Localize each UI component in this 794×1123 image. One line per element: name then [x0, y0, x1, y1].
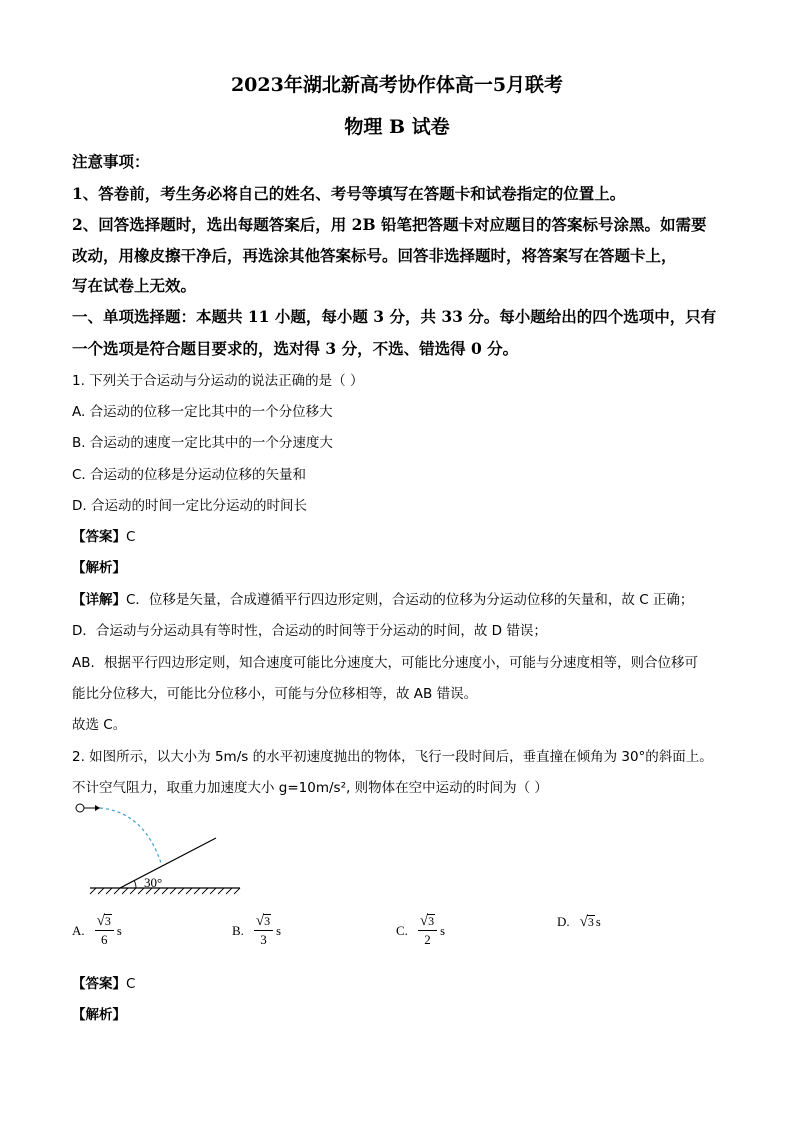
- unit: s: [276, 923, 282, 938]
- option-letter: D.: [557, 914, 570, 929]
- q2-analysis-tag: 【解析】: [72, 1007, 126, 1023]
- q2-option-b: [232, 914, 281, 948]
- q1-detail-line-2: D．合运动与分运动具有等时性，合运动的时间等于分运动的时间，故 D 错误；: [72, 623, 547, 639]
- projectile-ball: [76, 804, 84, 812]
- sqrt-icon: √: [419, 913, 429, 929]
- fraction: [418, 914, 437, 948]
- notice-item-2-line-3: 写在试卷上无效。: [72, 276, 197, 295]
- q1-stem: 1. 下列关于合运动与分运动的说法正确的是（ ）: [72, 373, 364, 389]
- unit: s: [595, 914, 601, 929]
- q1-answer: [72, 525, 135, 545]
- q1-option-a: A. 合运动的位移一定比其中的一个分位移大: [72, 404, 333, 420]
- q2-option-d: [557, 914, 601, 930]
- denominator: 6: [101, 932, 108, 947]
- sqrt-icon: √: [579, 913, 588, 930]
- exam-title: 2023年湖北新高考协作体高一5月联考: [230, 74, 564, 96]
- q1-detail-line-1: [72, 588, 693, 608]
- q2-option-c: [396, 914, 445, 948]
- unit: s: [116, 923, 122, 938]
- answer-tag: 【答案】: [72, 976, 126, 992]
- q1-option-c: C. 合运动的位移是分运动位移的矢量和: [72, 467, 307, 483]
- q2-option-a: [72, 914, 122, 948]
- square-root: [580, 915, 595, 930]
- denominator: 3: [260, 932, 267, 947]
- q1-detail-line-4: 能比分位移大，可能比分位移小，可能与分位移相等，故 AB 错误。: [72, 686, 478, 702]
- option-letter: A.: [72, 923, 85, 938]
- section-1-line-1: 一、单项选择题：本题共 11 小题，每小题 3 分，共 33 分。每小题给出的四个选项中，只有: [72, 307, 717, 326]
- notice-heading: 注意事项：: [72, 152, 150, 171]
- fraction: [95, 914, 114, 948]
- notice-item-1: 1、答卷前，考生务必将自己的姓名、考号等填写在答题卡和试卷指定的位置上。: [72, 184, 626, 203]
- trajectory-path: [100, 808, 162, 866]
- velocity-arrow-icon: [95, 805, 100, 811]
- answer-value: C: [126, 529, 136, 545]
- radicand: 3: [587, 914, 594, 929]
- radicand: 3: [428, 914, 435, 928]
- sqrt-icon: √: [96, 913, 105, 929]
- exam-subtitle: 物理 B 试卷: [344, 116, 450, 138]
- answer-tag: 【答案】: [72, 529, 126, 545]
- unit: s: [440, 923, 446, 938]
- incline-projectile-figure: [70, 798, 250, 902]
- radicand: 3: [264, 914, 271, 928]
- q2-stem-line-1: 2. 如图所示，以大小为 5m/s 的水平初速度抛出的物体，飞行一段时间后，垂直撞在倾角为 30°的斜面上。: [72, 749, 713, 765]
- q1-detail-line-3: AB．根据平行四边形定则，知合速度可能比分速度大，可能比分速度小，可能与分速度相等，则合位移可: [72, 655, 698, 671]
- detail-tag: 【详解】: [72, 592, 126, 608]
- notice-item-2-line-1: 2、回答选择题时，选出每题答案后，用 2B 铅笔把答题卡对应题目的答案标号涂黑。如需要: [72, 215, 707, 234]
- angle-arc: [134, 881, 136, 888]
- ground-hatching: [90, 888, 240, 894]
- q1-conclusion: 故选 C。: [72, 717, 127, 733]
- angle-label: 30°: [144, 875, 163, 890]
- detail-text: C．位移是矢量，合成遵循平行四边形定则，合运动的位移为分运动位移的矢量和，故 C 正确；: [126, 592, 694, 608]
- q2-stem-line-2: 不计空气阻力，取重力加速度大小 g=10m/s², 则物体在空中运动的时间为（ ）: [72, 780, 548, 796]
- notice-item-2-line-2: 改动，用橡皮擦干净后，再选涂其他答案标号。回答非选择题时，将答案写在答题卡上，: [72, 246, 677, 265]
- section-1-line-2: 一个选项是符合题目要求的，选对得 3 分，不选、错选得 0 分。: [72, 339, 519, 358]
- denominator: 2: [424, 932, 431, 947]
- option-letter: C.: [396, 923, 408, 938]
- option-letter: B.: [232, 923, 244, 938]
- radicand: 3: [104, 914, 111, 928]
- q1-option-d: D. 合运动的时间一定比分运动的时间长: [72, 498, 307, 514]
- fraction: [254, 914, 273, 948]
- answer-value: C: [126, 976, 136, 992]
- q2-answer: [72, 972, 135, 992]
- q1-analysis-tag: 【解析】: [72, 560, 126, 576]
- q1-option-b: B. 合运动的速度一定比其中的一个分速度大: [72, 435, 333, 451]
- sqrt-icon: √: [255, 913, 265, 929]
